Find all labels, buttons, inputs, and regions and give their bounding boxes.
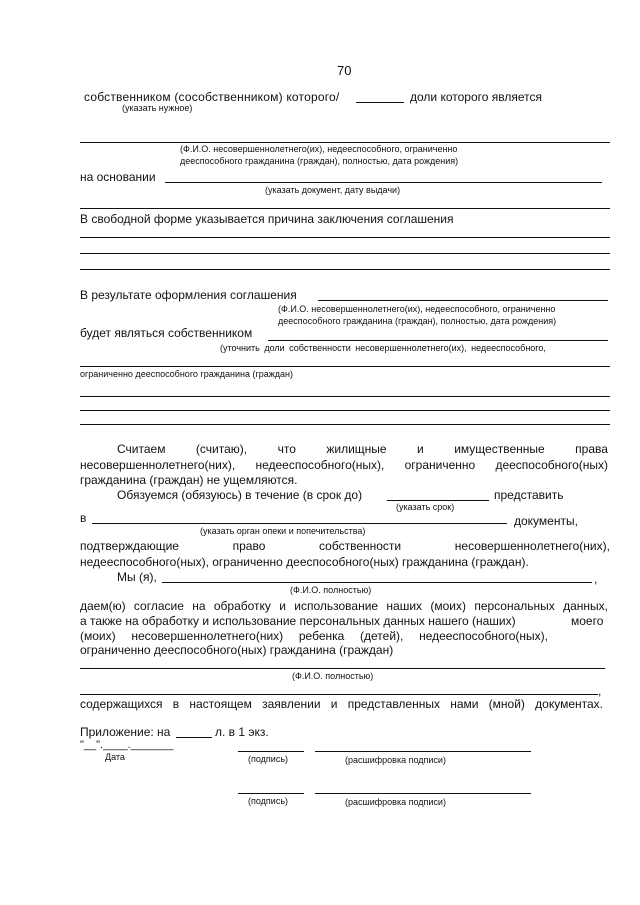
result-hint-2: дееспособного гражданина (граждан), полностью, дата рождения) bbox=[278, 316, 557, 326]
basis-hint: (указать документ, дату выдачи) bbox=[265, 185, 401, 195]
consider-word: что bbox=[277, 442, 296, 456]
reason-text: В свободной форме указывается причина заключения соглашения bbox=[80, 212, 454, 226]
consider-line-2: несовершеннолетнего(них), недееспособного(ных), ограниченно дееспособного(ных) bbox=[80, 458, 608, 472]
owner-tail-text: доли которого является bbox=[410, 90, 542, 104]
oblige-in-label: в bbox=[80, 511, 87, 525]
reason-line-2[interactable] bbox=[80, 253, 610, 254]
oblige-term-hint: (указать срок) bbox=[396, 502, 455, 512]
signature-decode-line[interactable] bbox=[315, 751, 531, 752]
page-number: 70 bbox=[337, 63, 352, 78]
oblige-word: собственности bbox=[319, 539, 402, 553]
consent-line-2a: а также на обработку и использование персональных данных нашего (наших) bbox=[80, 614, 516, 628]
result-name-line[interactable] bbox=[318, 300, 608, 301]
appendix-pages-blank[interactable] bbox=[176, 737, 212, 738]
result-extra-line-3[interactable] bbox=[80, 424, 610, 425]
signature-sign-line[interactable] bbox=[238, 751, 304, 752]
oblige-lead: Обязуемся (обязуюсь) в течение (в срок до) bbox=[117, 488, 363, 502]
consider-word: (считаю), bbox=[195, 442, 248, 456]
consent-line-5: содержащихся в настоящем заявлении и представленных нами (мной) документах. bbox=[80, 697, 603, 711]
reason-line-3[interactable] bbox=[80, 269, 610, 270]
oblige-line-3 bbox=[80, 539, 610, 553]
consider-line-3: гражданина (граждан) не ущемляются. bbox=[80, 473, 298, 487]
appendix-label: Приложение: на bbox=[80, 725, 171, 739]
result-hint-1: (Ф.И.О. несовершеннолетнего(их), недееспособного, ограниченно bbox=[278, 304, 556, 314]
consider-word: Считаем bbox=[117, 442, 166, 456]
person1-hint-2: дееспособного гражданина (граждан), полностью, дата рождения) bbox=[180, 156, 459, 166]
signature-sign-label-2: (подпись) bbox=[248, 796, 289, 806]
consent-line-4: ограниченно дееспособного(ных) гражданина (граждан) bbox=[80, 643, 394, 657]
reason-line-1[interactable] bbox=[80, 237, 610, 238]
oblige-word: право bbox=[232, 539, 266, 553]
result-share-hint-2: ограниченно дееспособного гражданина (граждан) bbox=[80, 369, 293, 379]
owner-hint: (указать нужное) bbox=[122, 103, 193, 113]
consent-line-1: даем(ю) согласие на обработку и использование наших (моих) персональных данных, bbox=[80, 599, 608, 613]
result-owner-line[interactable] bbox=[268, 340, 608, 341]
consider-word: жилищные bbox=[326, 442, 387, 456]
consent-fio-hint: (Ф.И.О. полностью) bbox=[290, 585, 372, 595]
oblige-tail: представить bbox=[494, 488, 564, 502]
basis-label: на основании bbox=[80, 170, 156, 184]
result-extra-line-1[interactable] bbox=[80, 396, 610, 397]
consider-word: и bbox=[417, 442, 424, 456]
result-label: В результате оформления соглашения bbox=[80, 288, 297, 302]
signature-date-label: Дата bbox=[105, 752, 125, 762]
consider-word: права bbox=[575, 442, 608, 456]
oblige-term-blank[interactable] bbox=[387, 500, 489, 501]
signature-decode-line-2[interactable] bbox=[315, 793, 531, 794]
oblige-word: несовершеннолетнего(них), bbox=[454, 539, 610, 553]
signature-sign-label: (подпись) bbox=[248, 754, 289, 764]
consent-line-2b: моего bbox=[571, 614, 604, 628]
consent-line-3: (моих) несовершеннолетнего(них) ребенка (детей), недееспособного(ных), bbox=[80, 629, 548, 643]
consent-fio-line-3[interactable] bbox=[80, 694, 598, 695]
signature-decode-label: (расшифровка подписи) bbox=[345, 755, 446, 765]
consent-fio-line-2[interactable] bbox=[80, 668, 605, 669]
basis-document-line[interactable] bbox=[165, 182, 602, 183]
person1-hint-1: (Ф.И.О. несовершеннолетнего(их), недееспособного, ограниченно bbox=[180, 144, 458, 154]
signature-date-blank[interactable]: "__".____._______ bbox=[80, 739, 174, 751]
oblige-organ-hint: (указать орган опеки и попечительства) bbox=[200, 526, 366, 536]
consider-word: имущественные bbox=[454, 442, 545, 456]
owner-share-blank[interactable] bbox=[356, 102, 404, 103]
consider-line-1 bbox=[117, 442, 608, 456]
oblige-line-4: недееспособного(ных), ограниченно дееспособного(ных) гражданина (граждан). bbox=[80, 555, 529, 569]
person1-name-line[interactable] bbox=[80, 142, 610, 143]
oblige-docs-label: документы, bbox=[514, 514, 578, 528]
consent-fio-hint-2: (Ф.И.О. полностью) bbox=[292, 671, 374, 681]
result-extra-line-2[interactable] bbox=[80, 410, 610, 411]
signature-sign-line-2[interactable] bbox=[238, 793, 304, 794]
owner-lead-text: собственником (сособственником) которого/ bbox=[84, 90, 340, 104]
consent-fio-line[interactable] bbox=[162, 582, 592, 583]
result-share-hint: (уточнить доли собственности несовершеннолетнего(их), недееспособного, bbox=[220, 343, 546, 353]
result-share-line[interactable] bbox=[80, 366, 610, 367]
consent-comma-2: , bbox=[598, 684, 602, 698]
appendix-tail: л. в 1 экз. bbox=[215, 725, 269, 739]
oblige-organ-line[interactable] bbox=[92, 523, 507, 524]
consent-comma: , bbox=[594, 572, 598, 586]
oblige-word: подтверждающие bbox=[80, 539, 179, 553]
reason-top-line bbox=[80, 208, 610, 209]
consent-we-label: Мы (я), bbox=[117, 570, 157, 584]
signature-decode-label-2: (расшифровка подписи) bbox=[345, 797, 446, 807]
result-owner-label: будет являться собственником bbox=[80, 326, 253, 340]
